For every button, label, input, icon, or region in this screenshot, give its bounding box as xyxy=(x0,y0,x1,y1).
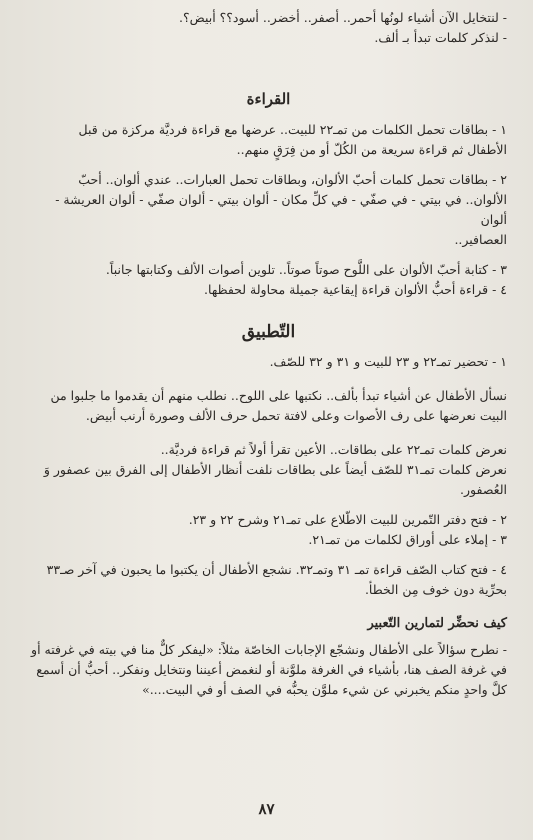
para3-line-3: كلَّ واحدٍ منكم يخبرني عن شيء ملوَّن يحبُّه في الصف أو في البيت....» xyxy=(142,682,507,697)
application-item-4a: ٤ - فتح كتاب الصّف قراءة تمـ ٣١ وتمـ٣٢. نشجع الأطفال أن يكتبوا ما يحبون في آخر صـ٣٣ xyxy=(46,562,507,577)
application-item-3: ٣ - إملاء على أوراق لكلمات من تمـ٢١. xyxy=(308,532,507,547)
reading-item-1b: الأطفال ثم قراءة سريعة من الكُلّ أو من فِرَقٍ منهم.. xyxy=(236,142,507,157)
page-number: ٨٧ xyxy=(258,800,275,818)
expression-subheading: كيف نحضِّر لتمارين التّعبير xyxy=(367,616,507,631)
reading-item-2b: الألوان.. في بيتي - في صفّي - في كلِّ مكان - ألوان بيتي - ألوان صفّي - ألوان العريشة - ألوان xyxy=(55,192,507,227)
para2-line-1: نعرض كلمات تمـ٢٢ على بطاقات.. الأعين تقرأ أولاً ثم قراءة فرديَّة.. xyxy=(160,442,507,457)
reading-item-2c: العصافير.. xyxy=(454,232,507,247)
reading-item-2a: ٢ - بطاقات تحمل كلمات أحبّ الألوان، وبطاقات تحمل العبارات.. عندي ألوان.. أحبّ xyxy=(78,172,507,187)
para2-line-3: العُصفور. xyxy=(460,482,507,497)
application-item-1: ١ - تحضير تمـ٢٢ و ٢٣ للبيت و ٣١ و ٣٢ للصّف. xyxy=(269,354,507,369)
para3-line-1: - نطرح سؤالاً على الأطفال ونشجّع الإجابات الخاصّة مثلاً: «ليفكر كلٌّ منا في بيته في غرفته أو xyxy=(31,642,507,657)
intro-line-2: - لنذكر كلمات تبدأ بـ ألف. xyxy=(374,30,507,45)
intro-line-1: - لنتخايل الآن أشياء لونُها أحمر.. أصفر.. أخضر.. أسود؟؟ أبيض؟. xyxy=(179,10,507,25)
reading-item-4: ٤ - قراءة أحبُّ الألوان قراءة إيقاعية جميلة محاولة لحفظها. xyxy=(204,282,507,297)
para1-line-1: نسأل الأطفال عن أشياء تبدأ بألف.. نكتبها على اللوح.. نطلب منهم أن يقدموا ما جلبوا من xyxy=(50,388,507,403)
para2-line-2: نعرض كلمات تمـ٣١ للصّف أيضاً على بطاقات نلفت أنظار الأطفال إلى الفرق بين عصفور وَ xyxy=(43,462,507,477)
reading-item-3: ٣ - كتابة أحبّ الألوان على اللَّوح صوتاً صوتاً.. تلوين أصوات الألف وكتابتها جانباً. xyxy=(105,262,507,277)
para3-line-2: في غرفة الصف هنا، بأشياء في الغرفة ملوَّنة أو لنغمض أعيننا ونتخايل ونفكر.. أحبُّ أن أسمع xyxy=(36,662,507,677)
para1-line-2: البيت نعرضها على رف الأصوات وعلى لافتة تحمل حرف الألف وصورة أرنب أبيض. xyxy=(85,408,507,423)
application-heading: التّطبيق xyxy=(241,322,296,342)
reading-heading: القراءة xyxy=(246,90,291,108)
application-item-4b: بحرِّية دون خوف مِن الخطأ. xyxy=(364,582,507,597)
application-item-2: ٢ - فتح دفتر التّمرين للبيت الاطّلاع على تمـ٢١ وشرح ٢٢ و ٢٣. xyxy=(188,512,507,527)
reading-item-1a: ١ - بطاقات تحمل الكلمات من تمـ٢٢ للبيت.. عرضها مع قراءة فرديَّة مركزة من قبل xyxy=(78,122,507,137)
